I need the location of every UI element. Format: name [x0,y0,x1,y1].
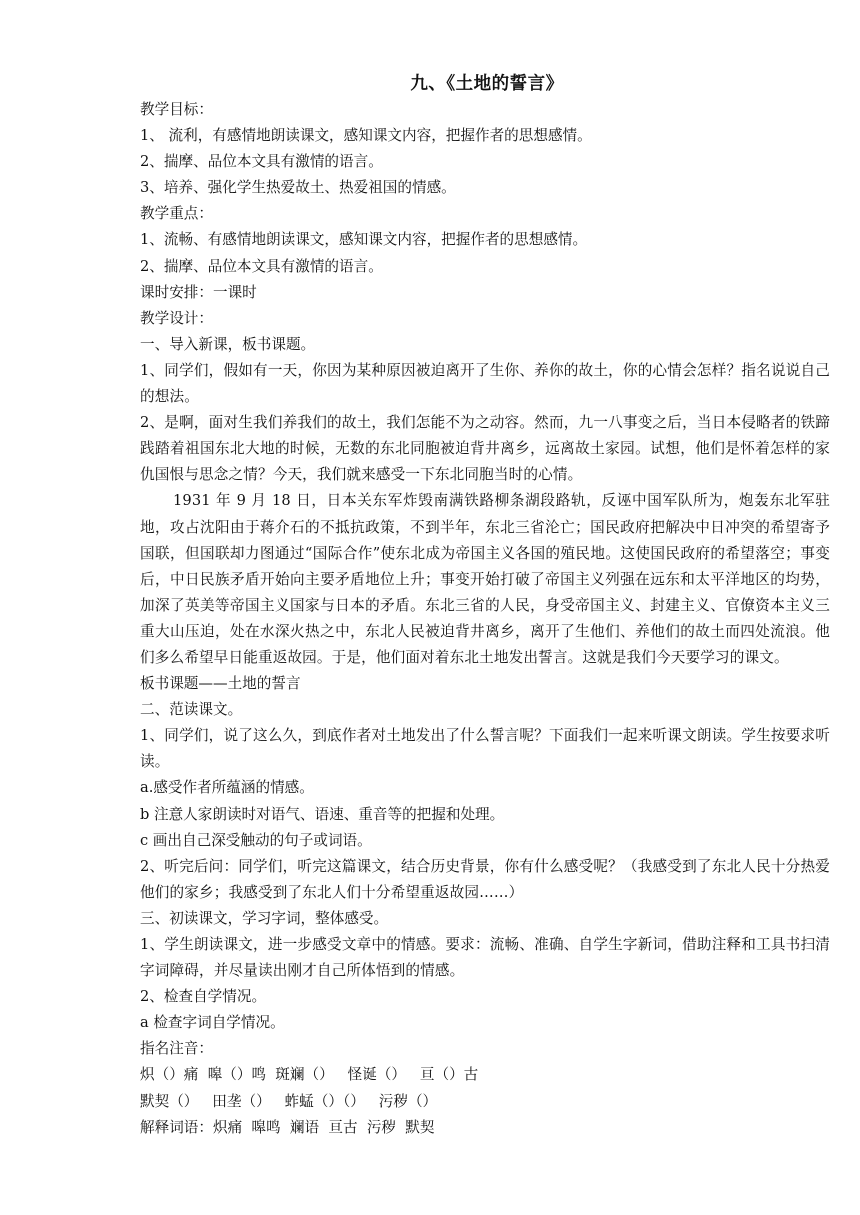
check-heading: 2、检查自学情况。 [140,988,267,1006]
section-heading-key-points: 教学重点： [140,205,213,223]
section-heading-objectives: 教学目标： [140,101,213,118]
phonetic-exercise: 炽（）痛 嗥（）鸣 斑斓（） 怪诞（） 亘（）古 [140,1066,479,1084]
listening-task: b 注意人家朗读时对语气、语速、重音等的把握和处理。 [140,805,505,823]
objective-item: 2、揣摩、品位本文具有激情的语言。 [140,153,383,171]
body-paragraph: 1、同学们，假如有一天，你因为某种原因被迫离开了生你、养你的故土，你的心情会怎样？指名说说自己的想法。 [140,361,830,406]
vocabulary-explanation: 解释词语：炽痛 嗥鸣 斓语 亘古 污秽 默契 [140,1118,435,1136]
step-heading: 三、初读课文，学习字词，整体感受。 [140,909,389,927]
objective-item: 1、 流利，有感情地朗读课文，感知课文内容，把握作者的思想感情。 [140,127,592,145]
step-heading: 一、导入新课，板书课题。 [140,335,316,353]
key-point-item: 2、揣摩、品位本文具有激情的语言。 [140,257,383,275]
document-page [140,71,830,1141]
phonetic-heading: 指名注音： [140,1040,213,1058]
body-paragraph: 2、听完后问：同学们，听完这篇课文，结合历史背景，你有什么感受呢？（我感受到了东北人民十分热爱他们的家乡；我感受到了东北人们十分希望重返故园……） [140,857,830,901]
step-heading: 二、范读课文。 [140,701,243,719]
listening-task: c 画出自己深受触动的句子或词语。 [140,831,372,849]
body-paragraph: 2、是啊，面对生我们养我们的故土，我们怎能不为之动容。然而，九一八事变之后，当日本侵略者的铁蹄践踏着祖国东北大地的时候，无数的东北同胞被迫背井离乡，远离故土家园。试想，他们是怀着怎样的家仇国恨与思念之情？今天，我们就来感受一下东北同胞当时的心情。 [140,414,830,484]
objective-item: 3、培养、强化学生热爱故土、热爱祖国的情感。 [140,179,456,197]
body-paragraph: 1、同学们，说了这么久，到底作者对土地发出了什么誓言呢？下面我们一起来听课文朗读。学生按要求听读。 [140,727,830,771]
body-paragraph: 1、学生朗读课文，进一步感受文章中的情感。要求：流畅、准确、自学生字新词，借助注释和工具书扫清字词障碍，并尽量读出刚才自己所体悟到的情感。 [140,936,830,980]
check-item: a 检查字词自学情况。 [140,1014,285,1032]
document-title: 九、《土地的誓言》 [410,74,564,94]
board-title: 板书课题——土地的誓言 [140,675,301,693]
listening-task: a.感受作者所蕴涵的情感。 [140,779,314,797]
key-point-item: 1、流畅、有感情地朗读课文，感知课文内容，把握作者的思想感情。 [140,231,588,249]
section-heading-design: 教学设计： [140,309,213,327]
history-background-paragraph: 1931 年 9 月 18 日，日本关东军炸毁南满铁路柳条湖段路轨，反诬中国军队所为，炮轰东北军驻地，攻占沈阳由于蒋介石的不抵抗政策，不到半年，东北三省沦亡；国民政府把解决中日冲突的希望寄予国联，但国联却力图通过“国际合作”使东北成为帝国主义各国的殖民地。这使国民政府的希望落空；事变后，中日民族矛盾开始向主要矛盾地位上升；事变开始打破了帝国主义列强在远东和太平洋地区的均势，加深了英美等帝国主义国家与日本的矛盾。东北三省的人民，身受帝国主义、封建主义、官僚资本主义三重大山压迫，处在水深火热之中，东北人民被迫背井离乡，离开了生他们、养他们的故土而四处流浪。他们多么希望早日能重返故园。于是，他们面对着东北土地发出誓言。这就是我们今天要学习的课文。 [140,492,830,666]
class-schedule: 课时安排：一课时 [140,283,257,301]
phonetic-exercise: 默契（） 田垄（） 蚱蜢（）（） 污秽（） [140,1092,438,1110]
